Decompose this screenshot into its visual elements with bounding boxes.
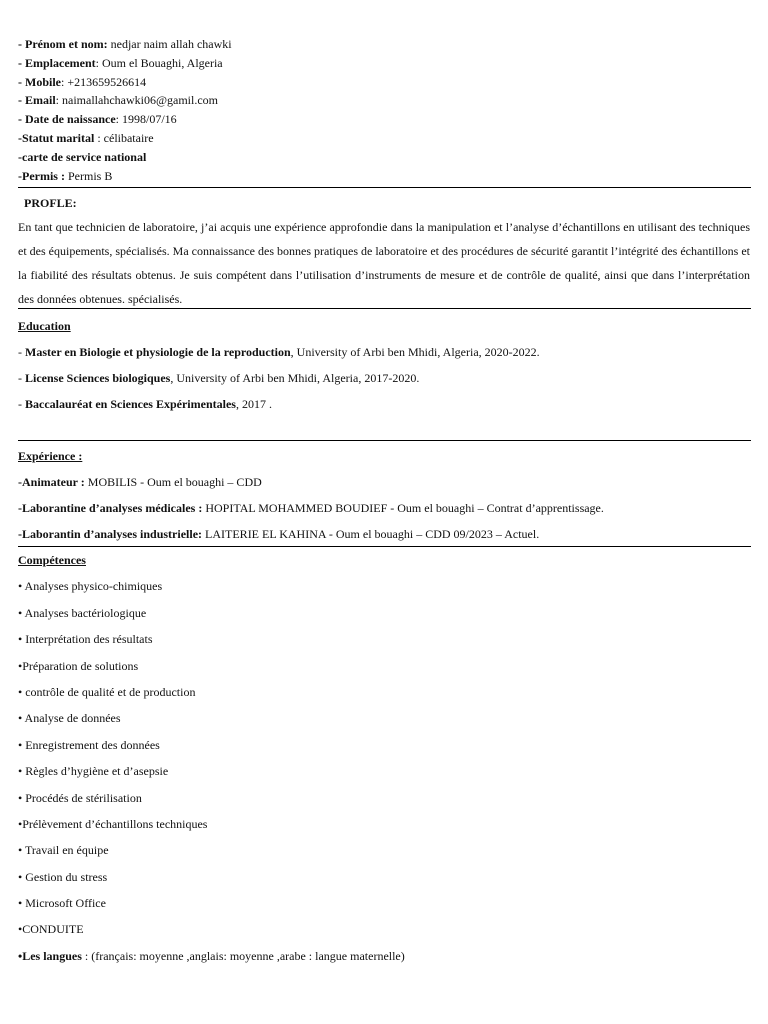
personal-info xyxy=(18,35,750,185)
education-title: Education xyxy=(18,319,71,334)
divider xyxy=(18,187,751,188)
info-national-service: -carte de service national xyxy=(18,149,147,164)
info-birthdate: - Date de naissance: 1998/07/16 xyxy=(18,112,177,127)
info-license: -Permis : Permis B xyxy=(18,168,113,183)
info-email: - Email: naimallahchawki06@gamil.com xyxy=(18,93,219,108)
profile-text: En tant que technicien de laboratoire, j’ai acquis une expérience approfondie dans la manipulation et l’analyse d’échantillons en utilisant des techniques et des équipements, spécialisés. Ma connaissance des bonnes pratiques de laboratoire et des procédures de sécurité garantit l’intégrité des échantillons et la fiabilité des résultats obtenus. Je suis compétent dans l’utilisation d’instruments de mesure et de contrôle de qualité, ainsi que dans l’interprétation des données obtenues. spécialisés. xyxy=(18,220,750,307)
divider xyxy=(18,546,751,547)
profile-title: PROFLE: xyxy=(24,196,77,211)
skill-item: • Analyses physico-chimiques xyxy=(18,579,163,594)
skill-item: • Analyse de données xyxy=(18,711,121,726)
education-item: - Baccalauréat en Sciences Expérimentales, 2017 . xyxy=(18,397,272,412)
info-location: - Emplacement: Oum el Bouaghi, Algeria xyxy=(18,55,223,70)
education-item: - Master en Biologie et physiologie de la reproduction, University of Arbi ben Mhidi, Algeria, 2020-2022. xyxy=(18,345,540,360)
skill-item: • Interprétation des résultats xyxy=(18,632,153,647)
divider xyxy=(18,440,751,441)
info-mobile: - Mobile: +213659526614 xyxy=(18,74,147,89)
experience-item: -Animateur : MOBILIS - Oum el bouaghi – CDD xyxy=(18,475,262,490)
experience-item: -Laborantin d’analyses industrielle: LAITERIE EL KAHINA - Oum el bouaghi – CDD 09/2023 – Actuel. xyxy=(18,527,540,542)
skills-section xyxy=(18,553,750,962)
skill-item: • Procédés de stérilisation xyxy=(18,790,142,805)
skill-item: • contrôle de qualité et de production xyxy=(18,684,196,699)
skill-item: •Préparation de solutions xyxy=(18,658,139,673)
languages-line: •Les langues : (français: moyenne ,anglais: moyenne ,arabe : langue maternelle) xyxy=(18,948,405,963)
skill-item: •CONDUITE xyxy=(18,922,84,937)
skill-item: • Analyses bactériologique xyxy=(18,605,147,620)
cv-page xyxy=(18,35,750,963)
skill-item: • Règles d’hygiène et d’asepsie xyxy=(18,764,169,779)
info-marital-status: -Statut marital : célibataire xyxy=(18,130,154,145)
education-section xyxy=(18,319,750,411)
education-item: - License Sciences biologiques, University of Arbi ben Mhidi, Algeria, 2017-2020. xyxy=(18,371,420,386)
skills-title: Compétences xyxy=(18,553,86,568)
experience-title: Expérience : xyxy=(18,449,83,464)
info-name: - Prénom et nom: nedjar naim allah chawki xyxy=(18,37,232,51)
skill-item: • Travail en équipe xyxy=(18,843,109,858)
experience-item: -Laborantine d’analyses médicales : HOPITAL MOHAMMED BOUDIEF - Oum el bouaghi – Contrat d’apprentissage. xyxy=(18,501,604,516)
skill-item: • Microsoft Office xyxy=(18,896,106,911)
skill-item: • Enregistrement des données xyxy=(18,737,160,752)
skill-item: • Gestion du stress xyxy=(18,869,108,884)
experience-section xyxy=(18,449,750,541)
skill-item: •Prélèvement d’échantillons techniques xyxy=(18,816,208,831)
profile-section xyxy=(18,196,750,311)
